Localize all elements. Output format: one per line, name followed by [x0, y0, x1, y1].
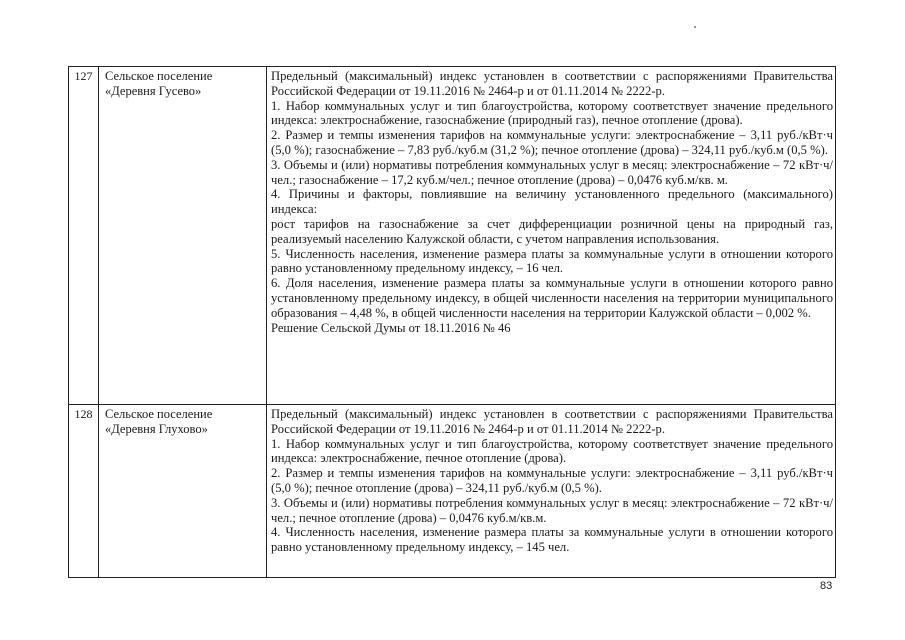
paragraph: 4. Причины и факторы, повлиявшие на величину установленного предельного (максимального) индекса:: [271, 187, 833, 217]
table-row: [69, 67, 836, 405]
settlement-name-cell: [99, 405, 267, 578]
paragraph: 1. Набор коммунальных услуг и тип благоустройства, которому соответствует значение предельного индекса: электроснабжение, газоснабжение (природный газ), печное отопление (дрова).: [271, 98, 833, 128]
paragraph: 6. Доля населения, изменение размера платы за коммунальные услуги в отношении которого равно установленному предельному индексу, в общей численности населения на территории муниципального образования – 4,48 %, в общей численности населения на территории Калужской области – 0,002 %.: [271, 276, 833, 320]
paragraph: Решение Сельской Думы от 18.11.2016 № 46: [271, 320, 511, 335]
settlement-type: Сельское поселение: [105, 69, 213, 83]
settlement-type: Сельское поселение: [105, 407, 213, 421]
paragraph: 3. Объемы и (или) нормативы потребления коммунальных услуг в месяц: электроснабжение – 72 кВт·ч/чел.; газоснабжение – 17,2 куб.м/чел.; печное отопление (дрова) – 0,0476 куб.м/кв. м.: [271, 157, 833, 187]
paragraph: Предельный (максимальный) индекс установлен в соответствии с распоряжениями Правительства Российской Федерации от 19.11.2016 № 2464-р и от 01.11.2014 № 2222-р.: [271, 69, 833, 98]
paragraph: рост тарифов на газоснабжение за счет дифференциации розничной цены на природный газ, реализуемый населению Калужской области, с учетом направления использования.: [271, 216, 833, 246]
paragraph: 2. Размер и темпы изменения тарифов на коммунальные услуги: электроснабжение – 3,11 руб./кВт·ч (5,0 %); печное отопление (дрова) – 324,11 руб./куб.м (0,5 %).: [271, 466, 833, 495]
page-number: 83: [820, 580, 833, 592]
tariff-index-table: [68, 66, 836, 578]
paragraph: 4. Численность населения, изменение размера платы за коммунальные услуги в отношении которого равно установленному предельному индексу, – 145 чел.: [271, 525, 833, 555]
settlement-name-cell: [99, 67, 267, 405]
paragraph: 5. Численность населения, изменение размера платы за коммунальные услуги в отношении которого равно установленному предельному индексу, – 16 чел.: [271, 246, 833, 276]
paragraph: 3. Объемы и (или) нормативы потребления коммунальных услуг в месяц: электроснабжение – 72 кВт·ч/чел.; печное отопление (дрова) – 0,0476 куб.м/кв.м.: [271, 495, 833, 525]
paragraph: 2. Размер и темпы изменения тарифов на коммунальные услуги: электроснабжение – 3,11 руб./кВт·ч (5,0 %); газоснабжение – 7,83 руб./куб.м (31,2 %); печное отопление (дрова) – 324,11 руб./куб.м (0,5 %).: [271, 128, 833, 157]
description-cell: [267, 67, 836, 405]
settlement-name: «Деревня Глухово»: [105, 422, 208, 436]
scan-speck: [694, 26, 696, 28]
settlement-name: «Деревня Гусево»: [105, 84, 202, 98]
row-number: 127: [69, 67, 99, 405]
description-cell: [267, 405, 836, 578]
table-row: [69, 405, 836, 578]
paragraph: 1. Набор коммунальных услуг и тип благоустройства, которому соответствует значение предельного индекса: электроснабжение, печное отопление (дрова).: [271, 436, 833, 466]
row-number: 128: [69, 405, 99, 578]
paragraph: Предельный (максимальный) индекс установлен в соответствии с распоряжениями Правительства Российской Федерации от 19.11.2016 № 2464-р и от 01.11.2014 № 2222-р.: [271, 407, 833, 436]
